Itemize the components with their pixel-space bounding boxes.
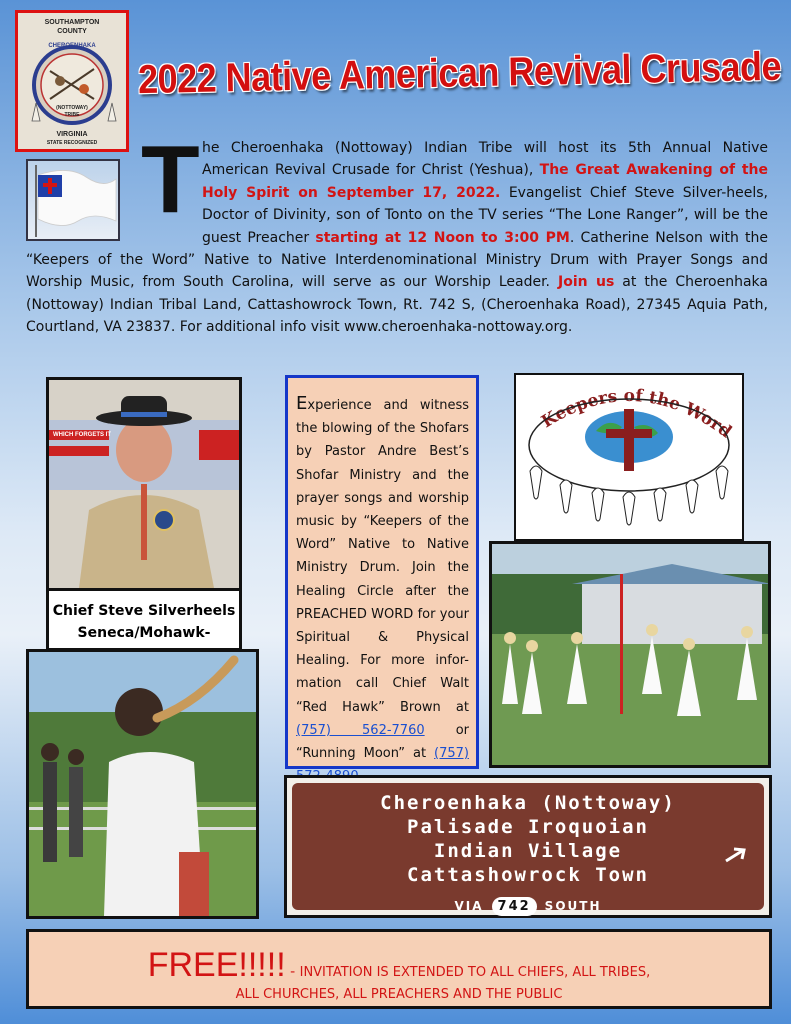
sign-line-3: Indian Village <box>433 840 623 862</box>
info-mid: or “Running Moon” at <box>296 722 469 762</box>
seal-inner-text-2: TRIBE <box>64 112 80 118</box>
arrow-up-right-icon <box>722 845 750 865</box>
free-dash: - <box>285 964 300 980</box>
sign-line-2: Palisade Iroquoian <box>407 816 649 838</box>
free-line-1 <box>29 946 769 985</box>
phone-link-1[interactable]: (757) 562-7760 <box>296 722 425 738</box>
sign-line-4: Cattashowrock Town <box>407 864 649 886</box>
info-text <box>296 392 469 788</box>
route-shield: 742 <box>492 897 537 916</box>
page-title: 2022 Native American Revival Crusade <box>137 42 782 103</box>
sign-line-1: Cheroenhaka (Nottoway) <box>380 792 676 814</box>
keepers-logo-text: Keepers of the Word <box>538 385 736 443</box>
join-us-highlight: Join us <box>558 274 615 291</box>
info-cap: E <box>296 393 308 414</box>
chief-caption <box>46 591 242 651</box>
free-label: FREE!!!!! <box>147 946 286 984</box>
intro-text-2: Evangelist Chief Steve Silver-heels, Doctor of Divinity, son of Tonto on the TV series “The Lone Ranger”, will be the guest Preacher <box>202 184 769 246</box>
intro-text-4: at the Cheroenhaka (Nottoway) Indian Tribal Land, Cattashowrock Town, Rt. 742 S, (Cheroenhaka Road), 27345 Aquia Path, Courtland, VA 23837. For additional info visit www.cheroenhaka-nottoway.org. <box>26 274 768 336</box>
dancers-scene-icon <box>492 544 768 765</box>
seal-top-text-2: COUNTY <box>57 28 87 35</box>
sign-direction: SOUTH <box>544 899 602 913</box>
chief-tribe: Seneca/Mohawk- <box>77 625 211 641</box>
phone-link-2[interactable]: (757) <box>434 746 469 762</box>
event-time-highlight: starting at 12 Noon to 3:00 PM <box>315 229 570 246</box>
dropcap-letter: T <box>141 126 200 233</box>
chief-photo <box>46 377 242 591</box>
road-sign <box>292 783 764 914</box>
event-date-highlight: The Great Awakening of the Holy Spirit on September 17, 2022. <box>202 162 768 201</box>
seal-emblem-icon <box>18 37 126 137</box>
chief-name: Chief Steve Silverheels <box>52 603 236 619</box>
shofar-photo <box>26 649 259 919</box>
tribe-seal-logo <box>15 10 129 152</box>
sign-route-line <box>292 897 764 916</box>
chief-banner-text: WHICH FORGETS IT <box>53 432 111 438</box>
seal-bottom-text: VIRGINIA <box>56 131 88 138</box>
invitation-line-1: INVITATION IS EXTENDED TO ALL CHIEFS, ALL TRIBES, <box>299 965 651 980</box>
info-body: xperience and witness the blowing of the Shofars by Pastor Andre Best’s Shofar Ministry and the prayer songs and worship music by “Keepers of the Word” Native to Native Ministry Drum. Join the Healing Circle after the PREACHED WORD for your Spiritual & Physical Healing. For more infor-mation call Chief Walt “Red Hawk” Brown at <box>296 398 469 715</box>
road-sign-image <box>284 775 772 918</box>
seal-inner-text: (NOTTOWAY) <box>56 105 88 111</box>
shofar-blowing-icon <box>29 652 256 916</box>
seal-top-text: SOUTHAMPTON <box>44 19 100 26</box>
intro-text-1: he Cheroenhaka (Nottoway) Indian Tribe will host its 5th Annual Native American Revival Crusade for Christ (Yeshua), <box>202 140 768 179</box>
sign-via: VIA <box>454 899 484 913</box>
chief-portrait-icon <box>49 380 239 588</box>
invitation-line-2: ALL CHURCHES, ALL PREACHERS AND THE PUBLIC <box>235 987 563 1002</box>
free-invitation-banner <box>26 929 772 1009</box>
info-box <box>285 375 479 769</box>
seal-ring-text: CHEROENHAKA <box>48 43 96 49</box>
intro-text-3: . Catherine Nelson with the “Keepers of the Word” Native to Native Interdenominational Ministry Drum with Prayer Songs and Worship Music, from South Carolina, will serve as our Worship Leader. <box>26 229 768 291</box>
keepers-emblem-icon <box>516 375 742 539</box>
dancers-photo <box>489 541 771 768</box>
keepers-logo <box>514 373 744 541</box>
seal-bottom-text-2: STATE RECOGNIZED <box>46 140 98 146</box>
intro-paragraph <box>26 137 768 339</box>
